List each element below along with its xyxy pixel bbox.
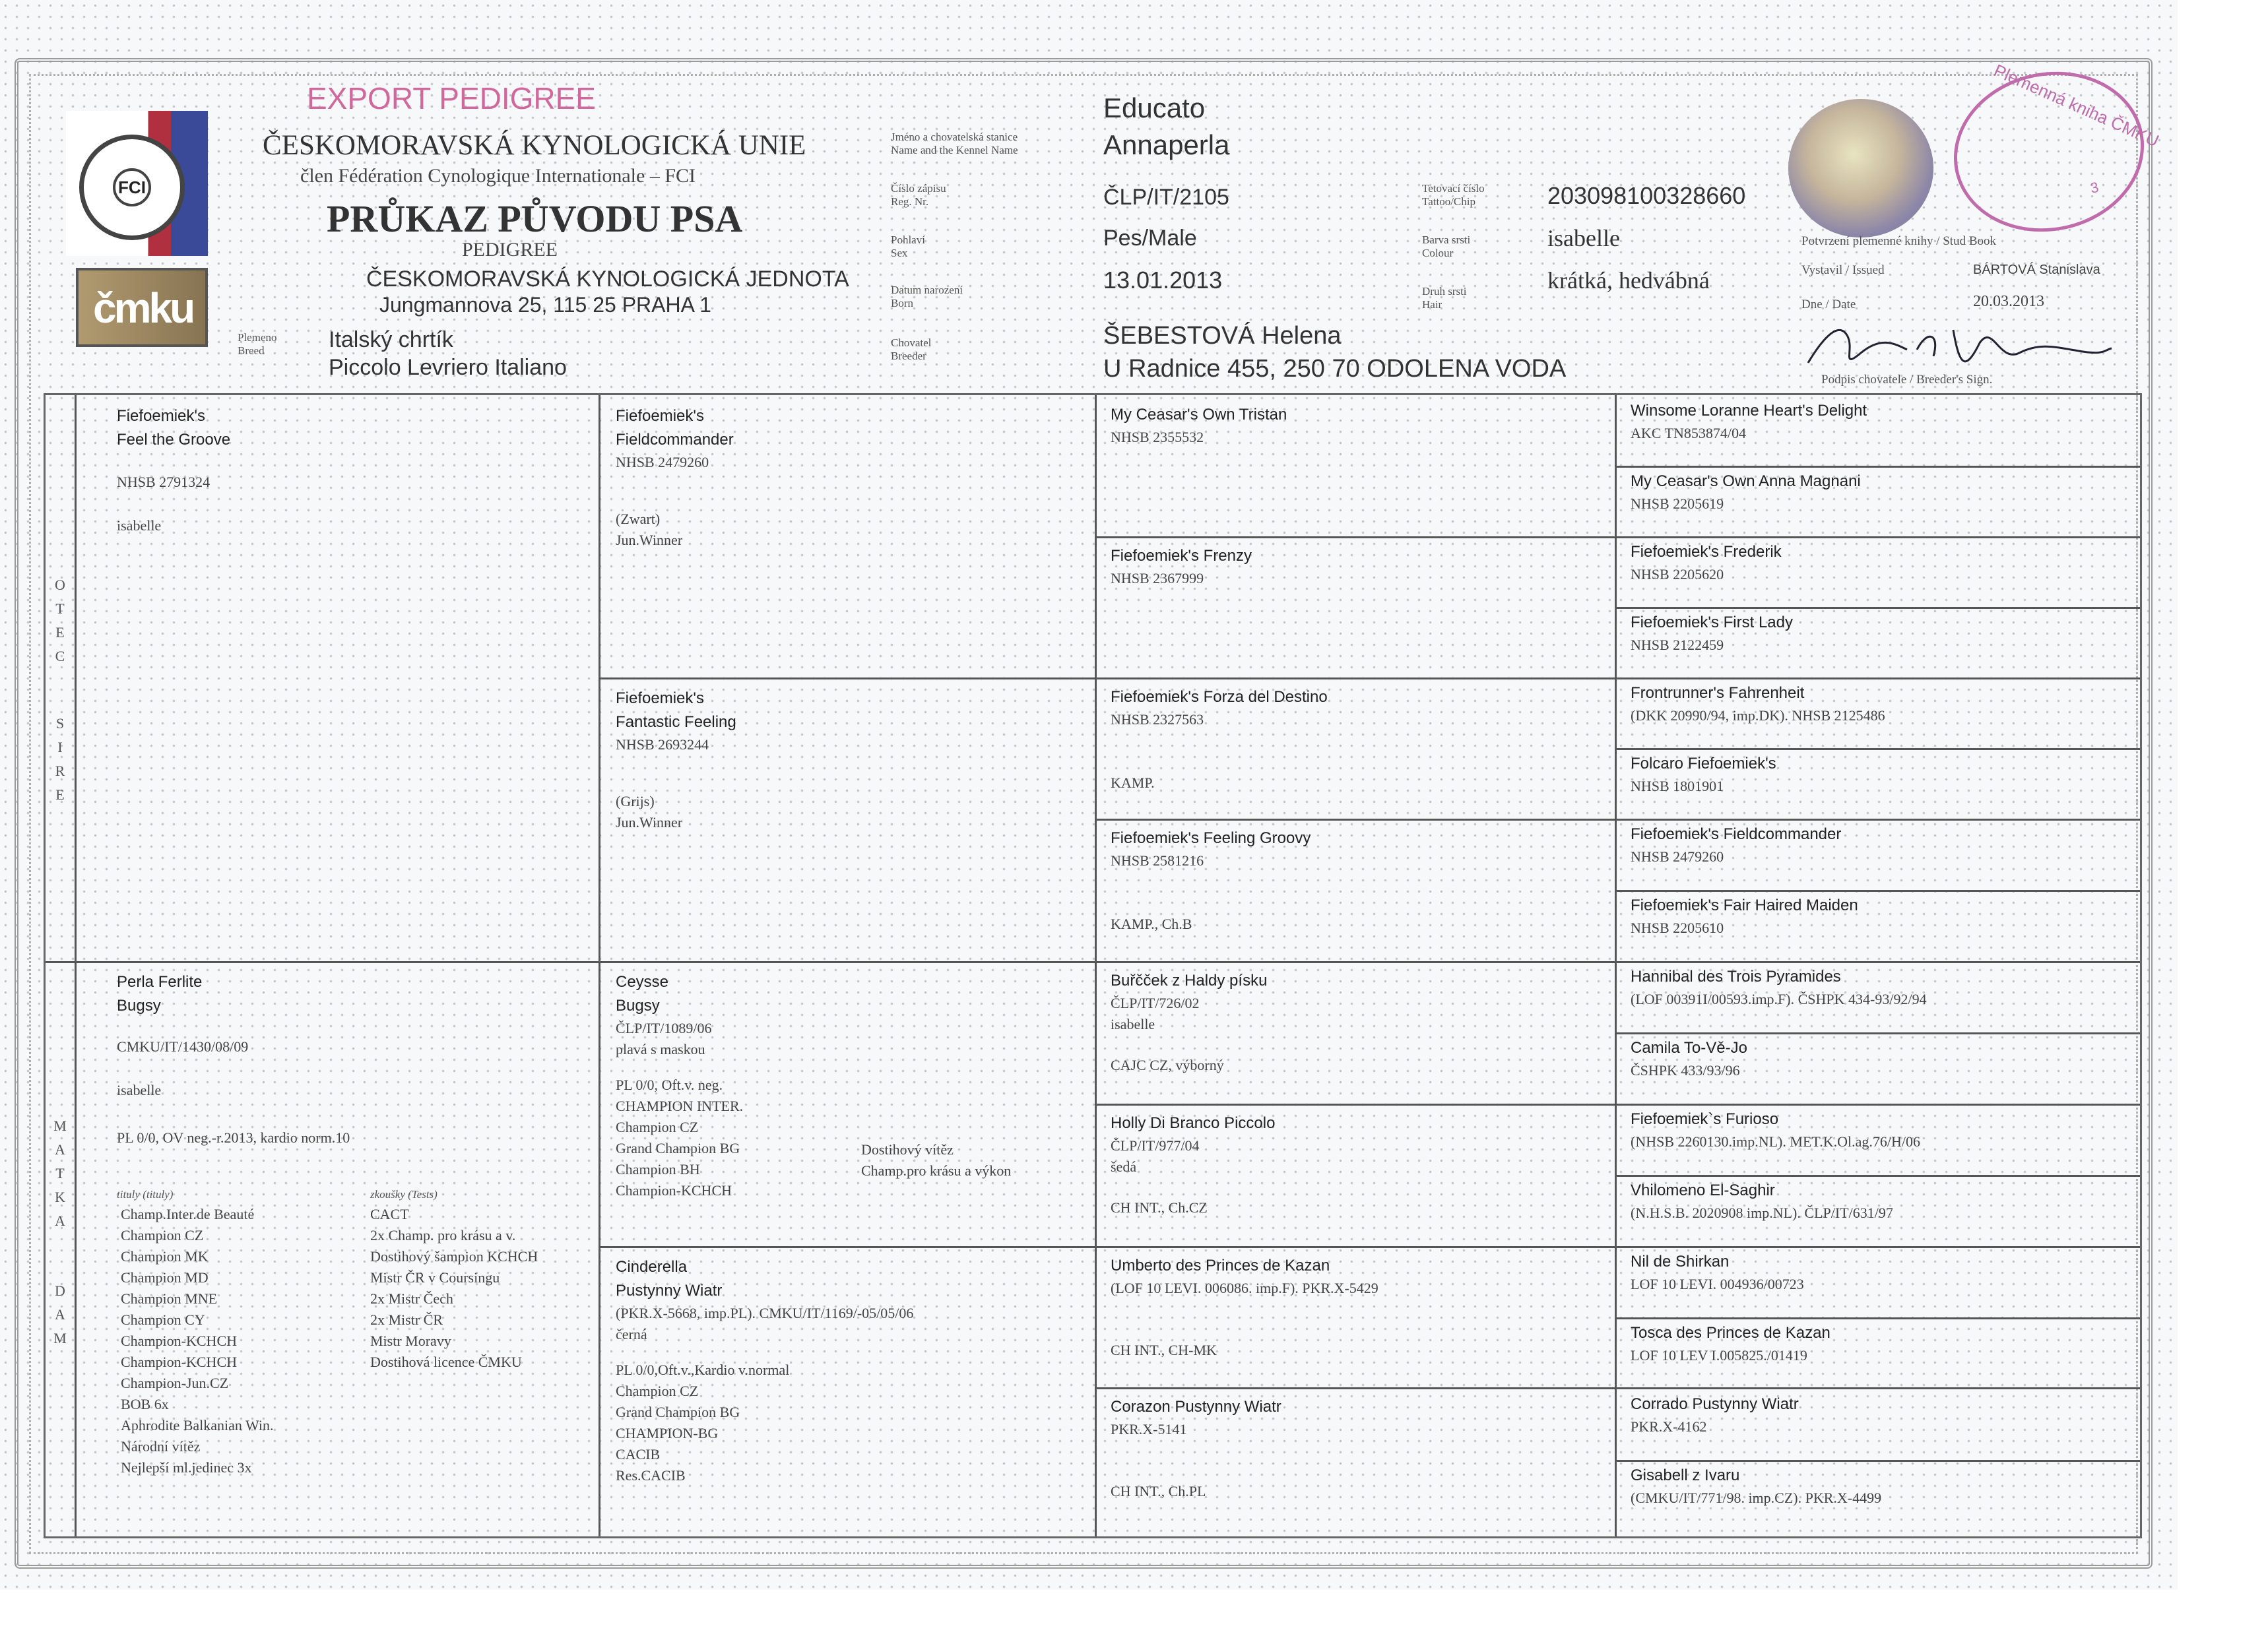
sire-name-1: Fiefoemiek's: [117, 407, 205, 425]
pedigree-text: LOF 10 LEV I.005825./01419: [1631, 1347, 1807, 1364]
pedigree-text: Tosca des Princes de Kazan: [1631, 1324, 1831, 1342]
pedigree-text: NHSB 1801901: [1631, 778, 1724, 794]
pedigree-text: Jun.Winner: [616, 814, 683, 831]
sire-cell: [117, 404, 230, 536]
side-letter: M: [53, 1330, 67, 1346]
pedigree-text: Camila To-Vě-Jo: [1631, 1039, 1747, 1057]
issued-by: BÁRTOVÁ Stanislava: [1973, 263, 2100, 277]
g4-cell-7: [1631, 823, 1841, 867]
pedigree-text: AKC TN853874/04: [1631, 425, 1746, 441]
pedigree-text: Hannibal des Trois Pyramides: [1631, 968, 1841, 986]
stamp-number: 3: [2089, 178, 2100, 197]
side-letter: C: [55, 648, 65, 664]
pedigree-text: Fiefoemiek's Fieldcommander: [1631, 825, 1842, 843]
side-letter: A: [55, 1141, 65, 1158]
sire-label-en: [53, 712, 67, 807]
pedigree-text: Champ.Inter.de Beauté: [121, 1206, 255, 1222]
g4-cell-1: [1631, 399, 1867, 444]
pedigree-text: Nejlepší ml.jedinec 3x: [121, 1459, 252, 1476]
fci-logo-text: FCI: [113, 168, 151, 206]
pedigree-text: CACT: [370, 1206, 409, 1222]
pedigree-text: Grand Champion BG: [616, 1404, 740, 1420]
pedigree-text: Champion-KCHCH: [121, 1354, 237, 1370]
org-name: ČESKOMORAVSKÁ KYNOLOGICKÁ UNIE: [263, 130, 806, 161]
pedigree-text: BOB 6x: [121, 1396, 169, 1412]
dog-colour: isabelle: [1547, 225, 1620, 251]
dam-colour: isabelle: [117, 1082, 162, 1098]
pedigree-text: CACIB: [616, 1446, 661, 1463]
dam-titles-label: tituly (tituly): [117, 1188, 174, 1201]
pedigree-text: Champion MK: [121, 1248, 209, 1265]
colour-label: Barva srsti Colour: [1422, 234, 1471, 259]
pedigree-text: NHSB 2122459: [1631, 637, 1724, 653]
pedigree-text: Gisabell z Ivaru: [1631, 1466, 1740, 1484]
issue-date: 20.03.2013: [1973, 293, 2044, 310]
g4-cell-10: [1631, 1036, 1747, 1081]
pedigree-text: NHSB 2205610: [1631, 920, 1724, 936]
pedigree-text: Corazon Pustynny Wiatr: [1111, 1398, 1281, 1416]
pedigree-text: Bugsy: [616, 997, 660, 1015]
pedigree-text: Fiefoemiek`s Furioso: [1631, 1110, 1779, 1128]
g4-cell-14: [1631, 1321, 1831, 1366]
pedigree-text: Champion-Jun.CZ: [121, 1375, 229, 1391]
pedigree-text: Mistr Moravy: [370, 1333, 451, 1349]
side-letter: K: [55, 1189, 65, 1205]
hair-label: Druh srsti Hair: [1422, 285, 1467, 311]
g4-cell-6: [1631, 752, 1776, 797]
dam-label-cz: [53, 1114, 67, 1233]
org2-name: ČESKOMORAVSKÁ KYNOLOGICKÁ JEDNOTA: [366, 267, 849, 292]
pedigree-text: (LOF 10 LEVI. 006086. imp.F). PKR.X-5429: [1111, 1280, 1378, 1296]
pedigree-text: Champion MNE: [121, 1290, 218, 1307]
pedigree-text: Grand Champion BG: [616, 1140, 740, 1156]
pedigree-text: (CMKU/IT/771/98. imp.CZ). PKR.X-4499: [1631, 1490, 1882, 1506]
pedigree-text: (NHSB 2260130.imp.NL). MET.K.Ol.ag.76/H/06: [1631, 1133, 1920, 1150]
breeder-address: U Radnice 455, 250 70 ODOLENA VODA: [1103, 355, 1567, 383]
pedigree-text: NHSB 2205620: [1631, 566, 1724, 582]
pedigree-text: Champ.pro krásu a výkon: [861, 1162, 1012, 1179]
dam-sire-cell: [616, 970, 743, 1201]
pedigree-text: plavá s maskou: [616, 1041, 705, 1057]
reg-label: Číslo zápisu Reg. Nr.: [891, 182, 946, 208]
sex-label: Pohlaví Sex: [891, 234, 925, 259]
pedigree-text: NHSB 2205619: [1631, 495, 1724, 512]
hologram-seal-icon: [1788, 99, 1933, 237]
ddd-cell: [1111, 1395, 1281, 1502]
date-label: Dne / Date: [1801, 298, 1856, 311]
dds-cell: [1111, 1254, 1378, 1361]
pedigree-text: My Ceasar's Own Anna Magnani: [1631, 472, 1861, 490]
issued-label: Vystavil / Issued: [1801, 263, 1885, 277]
pedigree-text: Champion-KCHCH: [616, 1182, 732, 1199]
breeder-sign-label: Podpis chovatele / Breeder's Sign.: [1821, 373, 1993, 387]
pedigree-text: NHSB 2479260: [1631, 848, 1724, 865]
pedigree-text: KAMP.: [1111, 774, 1155, 791]
pedigree-text: Fiefoemiek's Fair Haired Maiden: [1631, 897, 1858, 914]
dog-hair: krátká, hedvábná: [1547, 267, 1710, 294]
dob-label: Datum narození Born: [891, 284, 963, 309]
pedigree-text: Champion BH: [616, 1161, 700, 1178]
pedigree-text: Jun.Winner: [616, 532, 683, 548]
dam-label-en: [53, 1279, 67, 1350]
pedigree-text: PKR.X-5141: [1111, 1421, 1187, 1437]
pedigree-text: Folcaro Fiefoemiek's: [1631, 755, 1776, 772]
g4-cell-5: [1631, 681, 1885, 726]
sire-name-2: Feel the Groove: [117, 431, 231, 449]
fci-seal-icon: [79, 135, 185, 240]
pedigree-text: 2x Mistr ČR: [370, 1311, 443, 1328]
g4-cell-12: [1631, 1179, 1893, 1224]
g4-cell-8: [1631, 894, 1858, 939]
pedigree-text: (Grijs): [616, 793, 655, 809]
sds-cell: [1111, 685, 1328, 794]
pedigree-table: [44, 393, 2142, 1538]
pedigree-text: My Ceasar's Own Tristan: [1111, 406, 1287, 424]
dam-name-2: Bugsy: [117, 997, 161, 1015]
breeder-label: Chovatel Breeder: [891, 336, 932, 362]
cmku-logo-text: čmku: [93, 284, 193, 332]
dam-cell: [117, 970, 350, 1148]
tattoo-label: Tetovací číslo Tattoo/Chip: [1422, 182, 1485, 208]
side-letter: I: [57, 739, 63, 755]
g4-cell-4: [1631, 611, 1793, 656]
pedigree-text: Fiefoemiek's: [616, 407, 704, 425]
sire-label-cz: [53, 573, 67, 668]
studbook-confirm: Potvrzení plemenné knihy / Stud Book: [1801, 234, 1997, 248]
dsd-cell: [1111, 1112, 1275, 1218]
side-letter: M: [53, 1117, 67, 1134]
pedigree-text: Winsome Loranne Heart's Delight: [1631, 402, 1867, 420]
side-letter: T: [55, 1165, 65, 1181]
pedigree-text: Champion CZ: [616, 1119, 699, 1135]
side-letter: S: [55, 715, 65, 732]
pedigree-text: Champion-KCHCH: [121, 1333, 237, 1349]
g4-cell-2: [1631, 470, 1861, 515]
export-title: EXPORT PEDIGREE: [307, 81, 596, 115]
pedigree-text: NHSB 2479260: [616, 454, 709, 470]
pedigree-text: černá: [616, 1326, 647, 1342]
dss-cell: [1111, 969, 1267, 1076]
pedigree-text: Ceysse: [616, 973, 669, 991]
sire-sire-cell: [616, 404, 734, 551]
dam-exams-label: zkoušky (Tests): [370, 1188, 437, 1201]
pedigree-text: Dostihová licence ČMKU: [370, 1354, 522, 1370]
sdd-cell: [1111, 827, 1311, 935]
pedigree-text: Champion MD: [121, 1269, 209, 1286]
g4-cell-13: [1631, 1250, 1804, 1295]
pedigree-text: PKR.X-4162: [1631, 1418, 1707, 1435]
dam-titles-list: [121, 1204, 274, 1478]
pedigree-text: Dostihový šampion KCHCH: [370, 1248, 538, 1265]
pedigree-text: Buřčček z Haldy písku: [1111, 972, 1268, 990]
sire-reg: NHSB 2791324: [117, 474, 211, 490]
dog-sex: Pes/Male: [1103, 226, 1197, 251]
dog-reg: ČLP/IT/2105: [1103, 185, 1229, 210]
side-letter: O: [55, 577, 65, 593]
pedigree-text: Pustynny Wiatr: [616, 1282, 723, 1300]
breed-cz: Italský chrtík: [329, 327, 453, 352]
pedigree-text: Dostihový vítěz: [861, 1141, 954, 1158]
g4-cell-11: [1631, 1108, 1920, 1152]
name-label: Jméno a chovatelská stanice Name and the Kennel Name: [891, 131, 1018, 156]
dog-tattoo: 203098100328660: [1547, 182, 1746, 209]
side-letter: A: [55, 1212, 65, 1229]
breed-en: Piccolo Levriero Italiano: [329, 355, 567, 380]
pedigree-text: Fieldcommander: [616, 431, 734, 449]
pedigree-text: ČLP/IT/1089/06: [616, 1020, 712, 1036]
dam-sire-titles2: [861, 1139, 1011, 1181]
pedigree-text: Aphrodite Balkanian Win.: [121, 1417, 274, 1433]
pedigree-text: Fiefoemiek's Forza del Destino: [1111, 688, 1328, 706]
pedigree-text: šedá: [1111, 1158, 1137, 1175]
pedigree-text: Umberto des Princes de Kazan: [1111, 1257, 1330, 1274]
pedigree-text: 2x Champ. pro krásu a v.: [370, 1227, 516, 1243]
cmku-logo: [76, 268, 208, 347]
pedigree-text: (PKR.X-5668, imp.PL). CMKU/IT/1169/-05/05/06: [616, 1305, 914, 1321]
pedigree-text: PL 0/0, Oft.v. neg.: [616, 1077, 723, 1093]
dog-name-line1: Educato: [1103, 92, 1206, 123]
pedigree-text: Fiefoemiek's Feeling Groovy: [1111, 829, 1311, 847]
fci-flag-logo: [66, 111, 208, 256]
dog-dob: 13.01.2013: [1103, 267, 1223, 294]
pedigree-text: Fiefoemiek's: [616, 689, 704, 707]
pedigree-text: Vhilomeno El-Saghir: [1631, 1181, 1775, 1199]
pedigree-text: NHSB 2693244: [616, 736, 709, 753]
dam-health: PL 0/0, OV neg.-r.2013, kardio norm.10: [117, 1129, 350, 1146]
side-letter: E: [55, 786, 65, 803]
pedigree-text: ČLP/IT/977/04: [1111, 1137, 1200, 1154]
pedigree-text: Corrado Pustynny Wiatr: [1631, 1395, 1799, 1413]
pedigree-text: (DKK 20990/94, imp.DK). NHSB 2125486: [1631, 707, 1885, 724]
breeder-name: ŠEBESTOVÁ Helena: [1103, 322, 1342, 350]
logo-block: [66, 111, 208, 350]
pedigree-text: Champion CY: [121, 1311, 205, 1328]
g4-cell-15: [1631, 1393, 1799, 1437]
dam-exams-list: [370, 1204, 538, 1373]
pedigree-text: Národní vítěz: [121, 1438, 201, 1455]
pedigree-text: Fiefoemiek's First Lady: [1631, 614, 1793, 631]
g4-cell-9: [1631, 965, 1927, 1010]
breed-label: Plemeno Breed: [238, 331, 277, 357]
side-letter: E: [55, 624, 65, 641]
pedigree-text: CAJC CZ, výborný: [1111, 1057, 1224, 1073]
pedigree-text: Champion CZ: [616, 1383, 699, 1399]
pedigree-text: CH INT., Ch.CZ: [1111, 1199, 1208, 1216]
pedigree-text: Fantastic Feeling: [616, 713, 736, 731]
pedigree-text: Champion CZ: [121, 1227, 204, 1243]
pedigree-text: ČSHPK 433/93/96: [1631, 1062, 1740, 1079]
pedigree-text: Fiefoemiek's Frenzy: [1111, 547, 1252, 565]
pedigree-text: CH INT., Ch.PL: [1111, 1483, 1206, 1499]
dam-reg: CMKU/IT/1430/08/09: [117, 1038, 249, 1055]
dam-name-1: Perla Ferlite: [117, 973, 203, 991]
pedigree-text: Cinderella: [616, 1258, 688, 1276]
pedigree-text: 2x Mistr Čech: [370, 1290, 453, 1307]
pedigree-text: Nil de Shirkan: [1631, 1253, 1730, 1271]
sire-dam-cell: [616, 687, 736, 833]
pedigree-text: NHSB 2327563: [1111, 711, 1204, 728]
pedigree-text: CH INT., CH-MK: [1111, 1342, 1217, 1358]
sss-cell: [1111, 403, 1287, 448]
pedigree-text: Fiefoemiek's Frederik: [1631, 543, 1782, 561]
side-letter: R: [55, 763, 65, 779]
breeder-signature-icon: [1801, 317, 2118, 376]
g4-cell-16: [1631, 1464, 1881, 1509]
document-subtitle: PEDIGREE: [462, 239, 558, 261]
side-letter: D: [55, 1282, 65, 1299]
pedigree-text: (LOF 00391I/00593.imp.F). ČSHPK 434-93/92/94: [1631, 991, 1927, 1007]
pedigree-text: CHAMPION-BG: [616, 1425, 719, 1441]
pedigree-text: (Zwart): [616, 511, 661, 527]
org-subtitle: člen Fédération Cynologique Internationale – FCI: [300, 165, 696, 187]
pedigree-text: isabelle: [1111, 1016, 1155, 1032]
pedigree-text: NHSB 2355532: [1111, 429, 1204, 445]
pedigree-text: PL 0/0,Oft.v.,Kardio v.normal: [616, 1362, 790, 1378]
g4-cell-3: [1631, 540, 1782, 585]
ssd-cell: [1111, 544, 1252, 589]
pedigree-text: (N.H.S.B. 2020908 imp.NL). ČLP/IT/631/97: [1631, 1205, 1893, 1221]
side-letter: A: [55, 1306, 65, 1323]
pedigree-text: Frontrunner's Fahrenheit: [1631, 684, 1805, 702]
pedigree-text: Mistr ČR v Coursingu: [370, 1269, 500, 1286]
pedigree-text: Res.CACIB: [616, 1467, 686, 1484]
pedigree-text: NHSB 2367999: [1111, 570, 1204, 586]
pedigree-text: CHAMPION INTER.: [616, 1098, 744, 1114]
document-title: PRŮKAZ PŮVODU PSA: [327, 197, 743, 240]
pedigree-text: LOF 10 LEVI. 004936/00723: [1631, 1276, 1804, 1292]
org-address: Jungmannova 25, 115 25 PRAHA 1: [379, 293, 711, 317]
sire-colour: isabelle: [117, 517, 162, 534]
pedigree-text: Holly Di Branco Piccolo: [1111, 1114, 1276, 1132]
pedigree-text: ČLP/IT/726/02: [1111, 995, 1200, 1011]
side-letter: T: [55, 600, 65, 617]
dog-name-line2: Annaperla: [1103, 129, 1230, 160]
dam-dam-cell: [616, 1255, 913, 1486]
pedigree-text: KAMP., Ch.B: [1111, 916, 1192, 932]
pedigree-text: NHSB 2581216: [1111, 852, 1204, 869]
stamp-text: Plemenná kniha ČMKU: [1991, 60, 2162, 151]
